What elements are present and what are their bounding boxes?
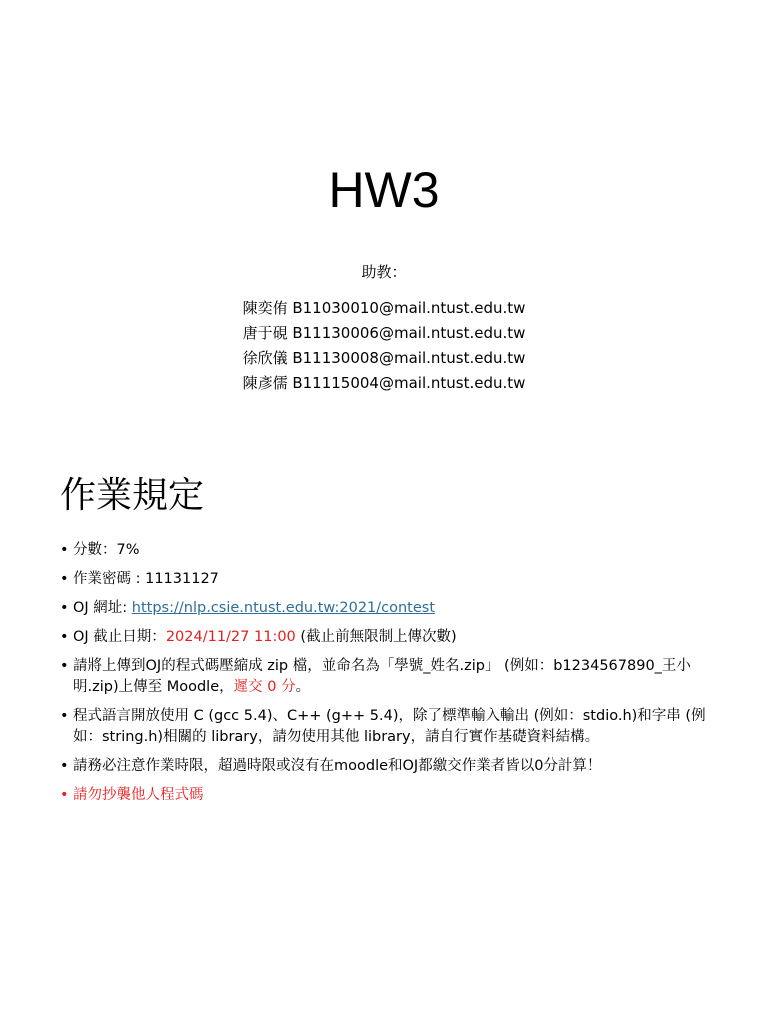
slide-title: HW3	[328, 162, 440, 218]
rule-deadline	[60, 627, 720, 648]
ta-label: 助教：	[361, 263, 407, 281]
rule-score-text: 分數：7%	[73, 542, 140, 558]
no-plagiarism-text: 請勿抄襲他人程式碼	[73, 787, 204, 803]
ta-member-2: 唐于硯 B11130006@mail.ntust.edu.tw	[242, 324, 526, 342]
bullet-icon: •	[60, 571, 69, 587]
bullet-icon: •	[60, 758, 69, 774]
language-text: 程式語言開放使用 C (gcc 5.4)、C++ (g++ 5.4)，除了標準輸入輸出 (例如：stdio.h)和字串 (例如：string.h)相關的 library，請勿使用其他 library，請自行實作基礎資料結構。	[73, 708, 706, 745]
rule-language	[60, 706, 720, 748]
ta-member-1: 陳奕侑 B11030010@mail.ntust.edu.tw	[242, 299, 526, 317]
rule-score	[60, 540, 720, 561]
deadline-label: OJ 截止日期：	[73, 629, 166, 645]
bullet-icon: •	[60, 708, 69, 724]
rule-upload	[60, 656, 720, 698]
bullet-icon: •	[60, 629, 69, 645]
rule-password	[60, 569, 720, 590]
bullet-icon: •	[60, 787, 69, 803]
rule-oj-url	[60, 598, 720, 619]
upload-text: 請將上傳到OJ的程式碼壓縮成 zip 檔，並命名為「學號_姓名.zip」 (例如：b1234567890_王小明.zip)上傳至 Moodle，	[73, 658, 691, 695]
oj-url-link[interactable]: https://nlp.csie.ntust.edu.tw:2021/contest	[131, 600, 436, 616]
bullet-icon: •	[60, 658, 69, 674]
rules-list	[60, 540, 720, 814]
deadline-note: (截止前無限制上傳次數)	[295, 629, 457, 645]
bullet-icon: •	[60, 600, 69, 616]
ta-member-4: 陳彥儒 B11115004@mail.ntust.edu.tw	[242, 374, 526, 392]
bullet-icon: •	[60, 542, 69, 558]
rule-no-plagiarism	[60, 785, 720, 806]
upload-end: 。	[295, 679, 311, 695]
ta-block	[0, 260, 768, 396]
deadline-value: 2024/11/27 11:00	[165, 629, 296, 645]
rule-password-text: 作業密碼 : 11131127	[73, 571, 219, 587]
oj-url-label: OJ 網址:	[73, 600, 132, 616]
rule-time-limit	[60, 756, 720, 777]
time-limit-text: 請務必注意作業時限，超過時限或沒有在moodle和OJ都繳交作業者皆以0分計算！	[73, 758, 602, 774]
upload-late-penalty: 遲交 0 分	[233, 679, 296, 695]
ta-member-3: 徐欣儀 B11130008@mail.ntust.edu.tw	[242, 349, 526, 367]
section-heading: 作業規定	[60, 475, 205, 516]
